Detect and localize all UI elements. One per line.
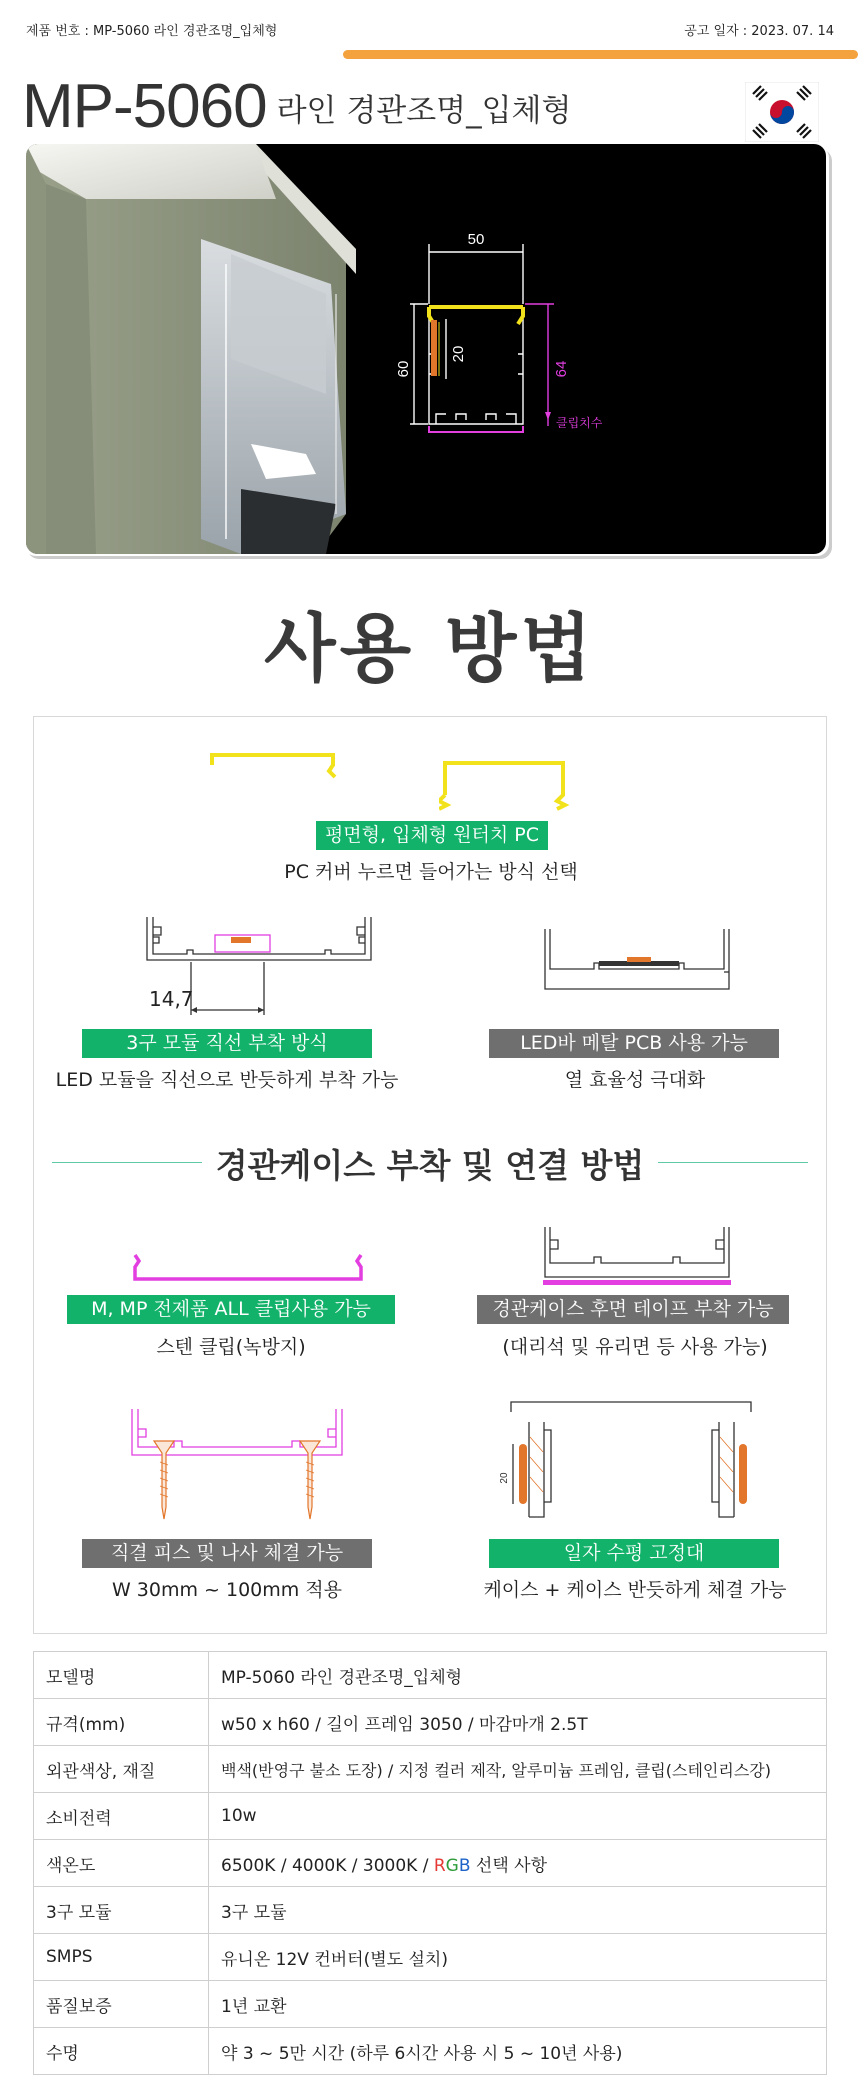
model-name: 라인 경관조명_입체형: [276, 93, 572, 129]
dim-width-label: 50: [467, 231, 485, 248]
cross-section-diagram: [410, 244, 523, 424]
screw-caption: W 30mm ~ 100mm 적용: [111, 1579, 343, 1601]
spec-key: 3구 모듈: [34, 1887, 209, 1934]
product-number: 제품 번호 : MP-5060 라인 경관조명_입체형: [26, 24, 278, 39]
dim-clip-label: 64: [553, 360, 570, 378]
product-illustration: [26, 144, 826, 554]
usage-title: 사용 방법: [264, 606, 596, 692]
rgb-r-letter: R: [433, 1855, 446, 1876]
table-row: [34, 1981, 827, 2028]
tape-caption: (대리석 및 유리면 등 사용 가능): [502, 1336, 768, 1358]
flat-pc-cover-icon: [209, 743, 349, 783]
spec-key: 소비전력: [34, 1793, 209, 1840]
spec-key: 모델명: [34, 1652, 209, 1699]
spec-key: 수명: [34, 2028, 209, 2075]
module-tag: 3구 모듈 직선 부착 방식: [82, 1029, 372, 1058]
led-bar-profile-icon: [539, 927, 739, 1007]
rgb-g-letter: G: [445, 1855, 459, 1876]
mounting-title: 경관케이스 부착 및 연결 방법: [215, 1146, 645, 1185]
screw-mount-icon: [124, 1407, 354, 1527]
spec-value: MP-5060 라인 경관조명_입체형: [209, 1652, 827, 1699]
spec-value: 10w: [209, 1793, 827, 1840]
dim-height-label: 60: [395, 360, 412, 378]
screw-tag: 직결 피스 및 나사 체결 가능: [82, 1539, 372, 1568]
color-temp-suffix: 선택 사항: [470, 1855, 548, 1876]
spec-key: SMPS: [34, 1934, 209, 1981]
spec-value: 1년 교환: [209, 1981, 827, 2028]
spec-key: 색온도: [34, 1840, 209, 1887]
spec-value: 약 3 ~ 5만 시간 (하루 6시간 사용 시 5 ~ 10년 사용): [209, 2028, 827, 2075]
joint-tag: 일자 수평 고정대: [489, 1539, 779, 1568]
clip-tag: M, MP 전제품 ALL 클립사용 가능: [67, 1295, 395, 1324]
clip-size-label: 클립치수: [556, 416, 603, 430]
led-bar-tag: LED바 메탈 PCB 사용 가능: [489, 1029, 779, 1058]
table-row: [34, 2028, 827, 2075]
clip-caption: 스텐 클립(녹방지): [156, 1336, 306, 1358]
dim-inner-label: 20: [450, 345, 467, 363]
pc-cover-tag: 평면형, 입체형 원터치 PC: [316, 821, 548, 850]
color-temp-values: 6500K / 4000K / 3000K /: [221, 1855, 434, 1876]
led-bar-caption: 열 효율성 극대화: [564, 1069, 706, 1091]
table-row: [34, 1934, 827, 1981]
spec-value: [209, 1840, 827, 1887]
spec-value: 유니온 12V 컨버터(별도 설치): [209, 1934, 827, 1981]
mounting-section-header: [52, 1140, 808, 1184]
rgb-b-letter: B: [458, 1855, 471, 1876]
table-row: [34, 1652, 827, 1699]
table-row: [34, 1793, 827, 1840]
model-code: MP-5060: [22, 72, 267, 141]
spec-value: 백색(반영구 불소 도장) / 지정 컬러 제작, 알루미늄 프레임, 클립(스테인리스강): [209, 1746, 827, 1793]
tape-tag: 경관케이스 후면 테이프 부착 가능: [477, 1295, 789, 1324]
clip-icon: [129, 1247, 369, 1297]
spec-table: [33, 1651, 827, 2075]
korea-flag-icon: [745, 82, 819, 142]
spec-value: w50 x h60 / 길이 프레임 3050 / 마감마개 2.5T: [209, 1699, 827, 1746]
joint-caption: 케이스 + 케이스 반듯하게 체결 가능: [483, 1579, 787, 1601]
tape-profile-icon: [539, 1225, 739, 1295]
table-row: [34, 1699, 827, 1746]
divider-right: [658, 1162, 808, 1163]
page-title: [22, 68, 572, 141]
module-dim-label: 14,7: [149, 987, 194, 1011]
table-row: [34, 1840, 827, 1887]
cube-pc-cover-icon: [439, 743, 589, 813]
spec-key: 품질보증: [34, 1981, 209, 2028]
module-caption: LED 모듈을 직선으로 반듯하게 부착 가능: [55, 1069, 399, 1091]
pc-cover-caption: PC 커버 누르면 들어가는 방식 선택: [284, 861, 578, 883]
table-row: [34, 1746, 827, 1793]
table-row: [34, 1887, 827, 1934]
joint-dim-label: 20: [499, 1472, 510, 1484]
joint-bracket-icon: [499, 1382, 769, 1522]
accent-bar: [343, 50, 858, 59]
notice-date: 공고 일자 : 2023. 07. 14: [684, 24, 834, 39]
spec-value: 3구 모듈: [209, 1887, 827, 1934]
spec-key: 규격(mm): [34, 1699, 209, 1746]
hero-image: [26, 144, 826, 554]
top-bar: [0, 0, 860, 60]
spec-key: 외관색상, 재질: [34, 1746, 209, 1793]
